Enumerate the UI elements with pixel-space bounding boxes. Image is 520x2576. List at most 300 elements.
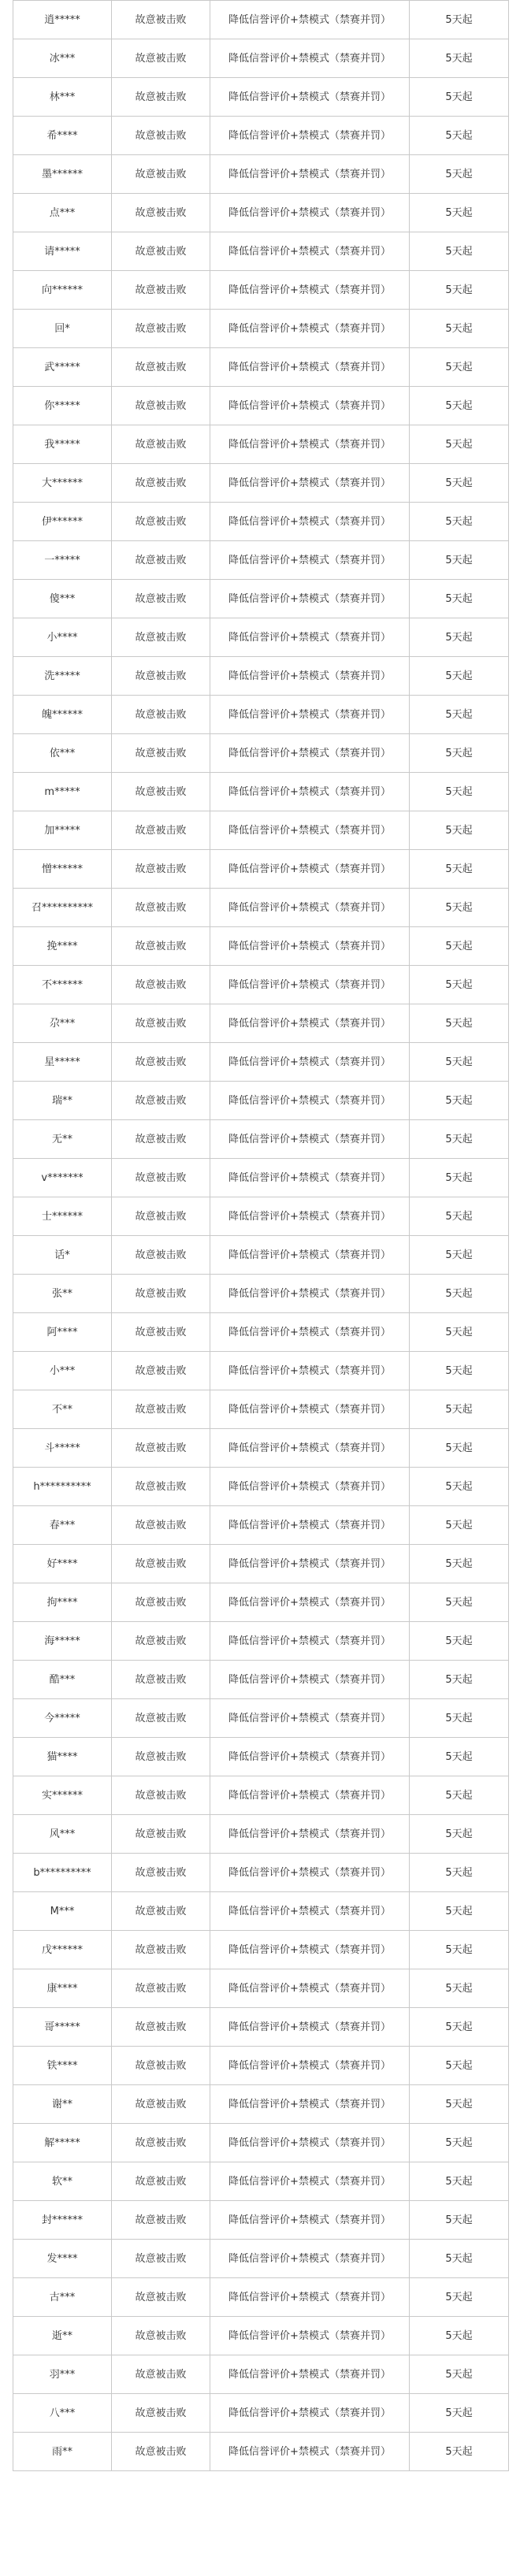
duration-cell: 5天起 [410, 2433, 509, 2471]
punishment-cell: 降低信誉评价+禁模式（禁赛并罚） [210, 2240, 410, 2278]
punishment-cell: 降低信誉评价+禁模式（禁赛并罚） [210, 2085, 410, 2124]
punishment-cell: 降低信誉评价+禁模式（禁赛并罚） [210, 811, 410, 850]
punishment-cell: 降低信誉评价+禁模式（禁赛并罚） [210, 1197, 410, 1236]
punishment-cell: 降低信誉评价+禁模式（禁赛并罚） [210, 1468, 410, 1506]
duration-cell: 5天起 [410, 2047, 509, 2085]
violation-reason-cell: 故意被击败 [112, 387, 210, 425]
player-name-cell: 解***** [13, 2124, 112, 2162]
table-row [13, 1082, 509, 1120]
table-row [13, 310, 509, 348]
violation-reason-cell: 故意被击败 [112, 1699, 210, 1738]
table-row [13, 39, 509, 78]
violation-reason-cell: 故意被击败 [112, 1815, 210, 1854]
punishment-cell: 降低信誉评价+禁模式（禁赛并罚） [210, 1275, 410, 1313]
violation-reason-cell: 故意被击败 [112, 1545, 210, 1583]
table-row [13, 2240, 509, 2278]
duration-cell: 5天起 [410, 1892, 509, 1931]
player-name-cell: 八*** [13, 2394, 112, 2433]
duration-cell: 5天起 [410, 1, 509, 39]
table-row [13, 271, 509, 310]
duration-cell: 5天起 [410, 1661, 509, 1699]
table-row [13, 2433, 509, 2471]
player-name-cell: 傻*** [13, 580, 112, 618]
punishment-cell: 降低信誉评价+禁模式（禁赛并罚） [210, 1699, 410, 1738]
player-name-cell: 逍***** [13, 1, 112, 39]
violation-reason-cell: 故意被击败 [112, 2124, 210, 2162]
table-row [13, 464, 509, 503]
punishment-cell: 降低信誉评价+禁模式（禁赛并罚） [210, 1390, 410, 1429]
table-row [13, 1390, 509, 1429]
violation-reason-cell: 故意被击败 [112, 1854, 210, 1892]
player-name-cell: 铁**** [13, 2047, 112, 2085]
player-name-cell: 林*** [13, 78, 112, 117]
player-name-cell: 我***** [13, 425, 112, 464]
violation-reason-cell: 故意被击败 [112, 1236, 210, 1275]
player-name-cell: 软** [13, 2162, 112, 2201]
player-name-cell: 不** [13, 1390, 112, 1429]
punishment-cell: 降低信誉评价+禁模式（禁赛并罚） [210, 1854, 410, 1892]
duration-cell: 5天起 [410, 1854, 509, 1892]
punishment-cell: 降低信誉评价+禁模式（禁赛并罚） [210, 39, 410, 78]
punishment-cell: 降低信誉评价+禁模式（禁赛并罚） [210, 2201, 410, 2240]
violation-reason-cell: 故意被击败 [112, 811, 210, 850]
punishment-cell: 降低信誉评价+禁模式（禁赛并罚） [210, 348, 410, 387]
table-row [13, 1661, 509, 1699]
table-row [13, 117, 509, 155]
player-name-cell: 风*** [13, 1815, 112, 1854]
punishment-cell: 降低信誉评价+禁模式（禁赛并罚） [210, 1815, 410, 1854]
punishment-cell: 降低信誉评价+禁模式（禁赛并罚） [210, 1043, 410, 1082]
duration-cell: 5天起 [410, 927, 509, 966]
duration-cell: 5天起 [410, 1120, 509, 1159]
player-name-cell: 点*** [13, 194, 112, 232]
player-name-cell: 武***** [13, 348, 112, 387]
duration-cell: 5天起 [410, 348, 509, 387]
duration-cell: 5天起 [410, 387, 509, 425]
player-name-cell: 伊****** [13, 503, 112, 541]
punishment-cell: 降低信誉评价+禁模式（禁赛并罚） [210, 2124, 410, 2162]
table-row [13, 2008, 509, 2047]
duration-cell: 5天起 [410, 734, 509, 773]
table-row [13, 1236, 509, 1275]
player-name-cell: 雨** [13, 2433, 112, 2471]
violation-reason-cell: 故意被击败 [112, 1506, 210, 1545]
punishment-cell: 降低信誉评价+禁模式（禁赛并罚） [210, 541, 410, 580]
violation-reason-cell: 故意被击败 [112, 2008, 210, 2047]
table-row [13, 232, 509, 271]
violation-reason-cell: 故意被击败 [112, 2394, 210, 2433]
table-row [13, 2162, 509, 2201]
punishment-cell: 降低信誉评价+禁模式（禁赛并罚） [210, 2394, 410, 2433]
player-name-cell: 羽*** [13, 2355, 112, 2394]
table-row [13, 1969, 509, 2008]
violation-reason-cell: 故意被击败 [112, 927, 210, 966]
player-name-cell: m***** [13, 773, 112, 811]
table-row [13, 2124, 509, 2162]
player-name-cell: 谢** [13, 2085, 112, 2124]
violation-reason-cell: 故意被击败 [112, 1197, 210, 1236]
player-name-cell: 春*** [13, 1506, 112, 1545]
player-name-cell: 小**** [13, 618, 112, 657]
violation-reason-cell: 故意被击败 [112, 464, 210, 503]
punishment-cell: 降低信誉评价+禁模式（禁赛并罚） [210, 232, 410, 271]
duration-cell: 5天起 [410, 78, 509, 117]
table-row [13, 1, 509, 39]
player-name-cell: 依*** [13, 734, 112, 773]
violation-reason-cell: 故意被击败 [112, 1892, 210, 1931]
duration-cell: 5天起 [410, 1738, 509, 1776]
duration-cell: 5天起 [410, 1776, 509, 1815]
punishment-cell: 降低信誉评价+禁模式（禁赛并罚） [210, 310, 410, 348]
duration-cell: 5天起 [410, 2278, 509, 2317]
duration-cell: 5天起 [410, 1313, 509, 1352]
violation-reason-cell: 故意被击败 [112, 155, 210, 194]
punishment-cell: 降低信誉评价+禁模式（禁赛并罚） [210, 2162, 410, 2201]
punishment-cell: 降低信誉评价+禁模式（禁赛并罚） [210, 657, 410, 696]
duration-cell: 5天起 [410, 2162, 509, 2201]
violation-reason-cell: 故意被击败 [112, 2085, 210, 2124]
player-name-cell: 一***** [13, 541, 112, 580]
punishment-cell: 降低信誉评价+禁模式（禁赛并罚） [210, 1661, 410, 1699]
violation-reason-cell: 故意被击败 [112, 2162, 210, 2201]
duration-cell: 5天起 [410, 2240, 509, 2278]
violation-reason-cell: 故意被击败 [112, 503, 210, 541]
player-name-cell: 无** [13, 1120, 112, 1159]
punishment-cell: 降低信誉评价+禁模式（禁赛并罚） [210, 2047, 410, 2085]
duration-cell: 5天起 [410, 2317, 509, 2355]
punishment-cell: 降低信誉评价+禁模式（禁赛并罚） [210, 1082, 410, 1120]
table-row [13, 1313, 509, 1352]
violation-reason-cell: 故意被击败 [112, 2047, 210, 2085]
violation-reason-cell: 故意被击败 [112, 1275, 210, 1313]
table-row [13, 1043, 509, 1082]
duration-cell: 5天起 [410, 39, 509, 78]
violation-reason-cell: 故意被击败 [112, 2317, 210, 2355]
player-name-cell: 封****** [13, 2201, 112, 2240]
player-name-cell: 康**** [13, 1969, 112, 2008]
table-row [13, 1120, 509, 1159]
table-row [13, 1583, 509, 1622]
player-name-cell: 冰*** [13, 39, 112, 78]
player-name-cell: 希**** [13, 117, 112, 155]
table-row [13, 1468, 509, 1506]
player-name-cell: 魄****** [13, 696, 112, 734]
violation-reason-cell: 故意被击败 [112, 696, 210, 734]
duration-cell: 5天起 [410, 889, 509, 927]
punishment-cell: 降低信誉评价+禁模式（禁赛并罚） [210, 889, 410, 927]
punishment-cell: 降低信誉评价+禁模式（禁赛并罚） [210, 618, 410, 657]
table-row [13, 1004, 509, 1043]
player-name-cell: 实****** [13, 1776, 112, 1815]
punishment-cell: 降低信誉评价+禁模式（禁赛并罚） [210, 387, 410, 425]
duration-cell: 5天起 [410, 271, 509, 310]
player-name-cell: 不****** [13, 966, 112, 1004]
player-name-cell: 加***** [13, 811, 112, 850]
punishment-cell: 降低信誉评价+禁模式（禁赛并罚） [210, 1622, 410, 1661]
violation-reason-cell: 故意被击败 [112, 541, 210, 580]
punishment-cell: 降低信誉评价+禁模式（禁赛并罚） [210, 2355, 410, 2394]
violation-reason-cell: 故意被击败 [112, 2433, 210, 2471]
duration-cell: 5天起 [410, 2008, 509, 2047]
player-name-cell: 憎****** [13, 850, 112, 889]
table-row [13, 889, 509, 927]
player-name-cell: v******* [13, 1159, 112, 1197]
table-row [13, 1892, 509, 1931]
violation-reason-cell: 故意被击败 [112, 348, 210, 387]
duration-cell: 5天起 [410, 2085, 509, 2124]
player-name-cell: 猫**** [13, 1738, 112, 1776]
penalty-table [13, 0, 509, 2471]
punishment-cell: 降低信誉评价+禁模式（禁赛并罚） [210, 1583, 410, 1622]
duration-cell: 5天起 [410, 1043, 509, 1082]
punishment-cell: 降低信誉评价+禁模式（禁赛并罚） [210, 734, 410, 773]
violation-reason-cell: 故意被击败 [112, 2278, 210, 2317]
player-name-cell: 瑞** [13, 1082, 112, 1120]
duration-cell: 5天起 [410, 1352, 509, 1390]
duration-cell: 5天起 [410, 2355, 509, 2394]
violation-reason-cell: 故意被击败 [112, 1583, 210, 1622]
player-name-cell: 逝** [13, 2317, 112, 2355]
punishment-cell: 降低信誉评价+禁模式（禁赛并罚） [210, 1545, 410, 1583]
player-name-cell: 斗***** [13, 1429, 112, 1468]
punishment-cell: 降低信誉评价+禁模式（禁赛并罚） [210, 1120, 410, 1159]
punishment-cell: 降低信誉评价+禁模式（禁赛并罚） [210, 2278, 410, 2317]
punishment-cell: 降低信誉评价+禁模式（禁赛并罚） [210, 2433, 410, 2471]
table-row [13, 155, 509, 194]
table-row [13, 1275, 509, 1313]
table-row [13, 966, 509, 1004]
violation-reason-cell: 故意被击败 [112, 2355, 210, 2394]
punishment-cell: 降低信誉评价+禁模式（禁赛并罚） [210, 1352, 410, 1390]
duration-cell: 5天起 [410, 1236, 509, 1275]
table-row [13, 773, 509, 811]
punishment-cell: 降低信誉评价+禁模式（禁赛并罚） [210, 464, 410, 503]
player-name-cell: 好**** [13, 1545, 112, 1583]
violation-reason-cell: 故意被击败 [112, 1468, 210, 1506]
duration-cell: 5天起 [410, 580, 509, 618]
violation-reason-cell: 故意被击败 [112, 618, 210, 657]
violation-reason-cell: 故意被击败 [112, 232, 210, 271]
player-name-cell: 海***** [13, 1622, 112, 1661]
punishment-cell: 降低信誉评价+禁模式（禁赛并罚） [210, 117, 410, 155]
punishment-cell: 降低信誉评价+禁模式（禁赛并罚） [210, 1506, 410, 1545]
player-name-cell: 请***** [13, 232, 112, 271]
table-row [13, 1776, 509, 1815]
violation-reason-cell: 故意被击败 [112, 425, 210, 464]
table-row [13, 1854, 509, 1892]
duration-cell: 5天起 [410, 503, 509, 541]
table-row [13, 387, 509, 425]
player-name-cell: M*** [13, 1892, 112, 1931]
punishment-cell: 降低信誉评价+禁模式（禁赛并罚） [210, 78, 410, 117]
duration-cell: 5天起 [410, 1159, 509, 1197]
violation-reason-cell: 故意被击败 [112, 1776, 210, 1815]
violation-reason-cell: 故意被击败 [112, 271, 210, 310]
player-name-cell: 士****** [13, 1197, 112, 1236]
violation-reason-cell: 故意被击败 [112, 889, 210, 927]
table-row [13, 618, 509, 657]
punishment-cell: 降低信誉评价+禁模式（禁赛并罚） [210, 1931, 410, 1969]
duration-cell: 5天起 [410, 1275, 509, 1313]
violation-reason-cell: 故意被击败 [112, 1969, 210, 2008]
table-row [13, 348, 509, 387]
duration-cell: 5天起 [410, 696, 509, 734]
table-row [13, 541, 509, 580]
violation-reason-cell: 故意被击败 [112, 1120, 210, 1159]
player-name-cell: 墨****** [13, 155, 112, 194]
table-row [13, 2317, 509, 2355]
player-name-cell: 哥***** [13, 2008, 112, 2047]
table-row [13, 2355, 509, 2394]
violation-reason-cell: 故意被击败 [112, 39, 210, 78]
table-row [13, 2047, 509, 2085]
duration-cell: 5天起 [410, 464, 509, 503]
table-row [13, 1429, 509, 1468]
table-row [13, 1622, 509, 1661]
punishment-cell: 降低信誉评价+禁模式（禁赛并罚） [210, 1892, 410, 1931]
duration-cell: 5天起 [410, 1622, 509, 1661]
punishment-cell: 降低信誉评价+禁模式（禁赛并罚） [210, 155, 410, 194]
duration-cell: 5天起 [410, 850, 509, 889]
table-row [13, 1197, 509, 1236]
player-name-cell: 召********** [13, 889, 112, 927]
table-row [13, 696, 509, 734]
violation-reason-cell: 故意被击败 [112, 580, 210, 618]
violation-reason-cell: 故意被击败 [112, 78, 210, 117]
punishment-cell: 降低信誉评价+禁模式（禁赛并罚） [210, 927, 410, 966]
violation-reason-cell: 故意被击败 [112, 734, 210, 773]
duration-cell: 5天起 [410, 773, 509, 811]
player-name-cell: 尕*** [13, 1004, 112, 1043]
violation-reason-cell: 故意被击败 [112, 2240, 210, 2278]
player-name-cell: 星***** [13, 1043, 112, 1082]
punishment-cell: 降低信誉评价+禁模式（禁赛并罚） [210, 773, 410, 811]
table-row [13, 1815, 509, 1854]
punishment-cell: 降低信誉评价+禁模式（禁赛并罚） [210, 1004, 410, 1043]
punishment-cell: 降低信誉评价+禁模式（禁赛并罚） [210, 503, 410, 541]
duration-cell: 5天起 [410, 117, 509, 155]
duration-cell: 5天起 [410, 1082, 509, 1120]
violation-reason-cell: 故意被击败 [112, 194, 210, 232]
duration-cell: 5天起 [410, 310, 509, 348]
table-row [13, 850, 509, 889]
duration-cell: 5天起 [410, 1931, 509, 1969]
player-name-cell: 挽**** [13, 927, 112, 966]
player-name-cell: 回* [13, 310, 112, 348]
player-name-cell: 酷*** [13, 1661, 112, 1699]
punishment-cell: 降低信誉评价+禁模式（禁赛并罚） [210, 580, 410, 618]
punishment-cell: 降低信誉评价+禁模式（禁赛并罚） [210, 1738, 410, 1776]
punishment-cell: 降低信誉评价+禁模式（禁赛并罚） [210, 271, 410, 310]
duration-cell: 5天起 [410, 1197, 509, 1236]
player-name-cell: 张** [13, 1275, 112, 1313]
table-row [13, 927, 509, 966]
duration-cell: 5天起 [410, 1583, 509, 1622]
duration-cell: 5天起 [410, 1468, 509, 1506]
player-name-cell: 大****** [13, 464, 112, 503]
punishment-cell: 降低信誉评价+禁模式（禁赛并罚） [210, 1969, 410, 2008]
player-name-cell: 拘**** [13, 1583, 112, 1622]
table-row [13, 1738, 509, 1776]
violation-reason-cell: 故意被击败 [112, 1429, 210, 1468]
table-row [13, 1931, 509, 1969]
duration-cell: 5天起 [410, 1815, 509, 1854]
duration-cell: 5天起 [410, 1545, 509, 1583]
violation-reason-cell: 故意被击败 [112, 657, 210, 696]
table-row [13, 734, 509, 773]
duration-cell: 5天起 [410, 2124, 509, 2162]
violation-reason-cell: 故意被击败 [112, 773, 210, 811]
table-row [13, 2201, 509, 2240]
punishment-cell: 降低信誉评价+禁模式（禁赛并罚） [210, 696, 410, 734]
player-name-cell: 发**** [13, 2240, 112, 2278]
violation-reason-cell: 故意被击败 [112, 1082, 210, 1120]
player-name-cell: 你***** [13, 387, 112, 425]
table-row [13, 503, 509, 541]
punishment-cell: 降低信誉评价+禁模式（禁赛并罚） [210, 1429, 410, 1468]
table-row [13, 1545, 509, 1583]
duration-cell: 5天起 [410, 811, 509, 850]
table-row [13, 2085, 509, 2124]
violation-reason-cell: 故意被击败 [112, 1313, 210, 1352]
violation-reason-cell: 故意被击败 [112, 1352, 210, 1390]
table-row [13, 425, 509, 464]
violation-reason-cell: 故意被击败 [112, 2201, 210, 2240]
punishment-cell: 降低信誉评价+禁模式（禁赛并罚） [210, 850, 410, 889]
table-row [13, 78, 509, 117]
punishment-cell: 降低信誉评价+禁模式（禁赛并罚） [210, 1236, 410, 1275]
penalty-table-body [13, 1, 509, 2471]
duration-cell: 5天起 [410, 966, 509, 1004]
table-row [13, 194, 509, 232]
punishment-cell: 降低信誉评价+禁模式（禁赛并罚） [210, 1, 410, 39]
duration-cell: 5天起 [410, 2201, 509, 2240]
table-row [13, 1159, 509, 1197]
table-row [13, 580, 509, 618]
violation-reason-cell: 故意被击败 [112, 1390, 210, 1429]
punishment-cell: 降低信誉评价+禁模式（禁赛并罚） [210, 966, 410, 1004]
violation-reason-cell: 故意被击败 [112, 1622, 210, 1661]
violation-reason-cell: 故意被击败 [112, 1, 210, 39]
player-name-cell: 阿**** [13, 1313, 112, 1352]
player-name-cell: 戊****** [13, 1931, 112, 1969]
violation-reason-cell: 故意被击败 [112, 966, 210, 1004]
duration-cell: 5天起 [410, 2394, 509, 2433]
player-name-cell: 向****** [13, 271, 112, 310]
player-name-cell: b********** [13, 1854, 112, 1892]
punishment-cell: 降低信誉评价+禁模式（禁赛并罚） [210, 1313, 410, 1352]
violation-reason-cell: 故意被击败 [112, 1738, 210, 1776]
violation-reason-cell: 故意被击败 [112, 310, 210, 348]
table-row [13, 811, 509, 850]
violation-reason-cell: 故意被击败 [112, 1004, 210, 1043]
duration-cell: 5天起 [410, 1429, 509, 1468]
player-name-cell: 话* [13, 1236, 112, 1275]
player-name-cell: 今***** [13, 1699, 112, 1738]
punishment-cell: 降低信誉评价+禁模式（禁赛并罚） [210, 1159, 410, 1197]
duration-cell: 5天起 [410, 1004, 509, 1043]
violation-reason-cell: 故意被击败 [112, 1043, 210, 1082]
violation-reason-cell: 故意被击败 [112, 1931, 210, 1969]
duration-cell: 5天起 [410, 232, 509, 271]
duration-cell: 5天起 [410, 618, 509, 657]
duration-cell: 5天起 [410, 1390, 509, 1429]
table-row [13, 2394, 509, 2433]
punishment-cell: 降低信誉评价+禁模式（禁赛并罚） [210, 1776, 410, 1815]
punishment-cell: 降低信誉评价+禁模式（禁赛并罚） [210, 2317, 410, 2355]
punishment-cell: 降低信誉评价+禁模式（禁赛并罚） [210, 194, 410, 232]
violation-reason-cell: 故意被击败 [112, 1661, 210, 1699]
